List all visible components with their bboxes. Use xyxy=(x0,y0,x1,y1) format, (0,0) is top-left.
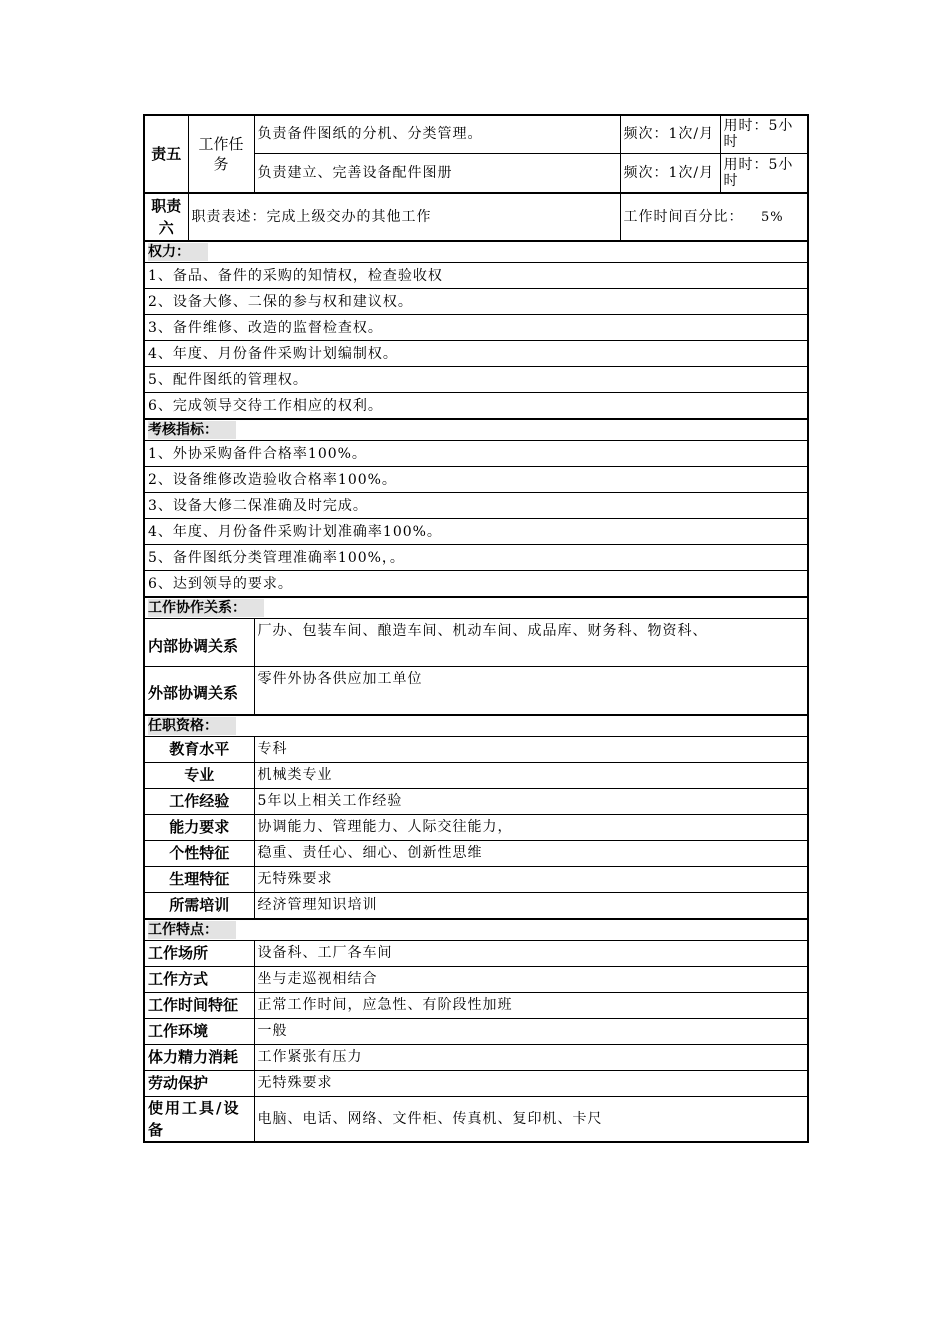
external-relation-row xyxy=(144,667,808,715)
external-relation-value: 零件外协各供应加工单位 xyxy=(254,667,808,715)
feature-label: 工作时间特征 xyxy=(144,992,254,1018)
duty5-task-text: 负责建立、完善设备配件图册 xyxy=(254,153,620,193)
qualifications-title: 任职资格： xyxy=(148,717,236,735)
list-item xyxy=(144,519,808,545)
table-row xyxy=(144,762,808,788)
table-row xyxy=(144,940,808,966)
power-item: 3、备件维修、改造的监督检查权。 xyxy=(144,315,808,341)
duty5-task-time: 用时：5小时 xyxy=(720,153,808,193)
table-row xyxy=(144,736,808,762)
duty6-row xyxy=(144,193,808,241)
table-row xyxy=(144,1018,808,1044)
duty5-task-row-1 xyxy=(144,115,808,153)
duty5-task-text: 负责备件图纸的分机、分类管理。 xyxy=(254,115,620,153)
feature-value: 坐与走巡视相结合 xyxy=(254,966,808,992)
duty5-sub-label: 工作任务 xyxy=(188,115,254,193)
feature-label: 使用工具/设备 xyxy=(144,1096,254,1142)
table-row xyxy=(144,866,808,892)
feature-value: 一般 xyxy=(254,1018,808,1044)
features-title: 工作特点： xyxy=(148,921,236,939)
kpi-item: 3、设备大修二保准确及时完成。 xyxy=(144,493,808,519)
table-row xyxy=(144,814,808,840)
list-item xyxy=(144,545,808,571)
feature-label: 工作环境 xyxy=(144,1018,254,1044)
feature-value: 设备科、工厂各车间 xyxy=(254,940,808,966)
cooperation-title: 工作协作关系： xyxy=(148,599,264,617)
list-item xyxy=(144,393,808,420)
feature-label: 工作方式 xyxy=(144,966,254,992)
table-row xyxy=(144,892,808,919)
table-row xyxy=(144,1070,808,1096)
kpi-section-header xyxy=(144,419,808,441)
qualification-value: 专科 xyxy=(254,736,808,762)
feature-label: 体力精力消耗 xyxy=(144,1044,254,1070)
feature-value: 工作紧张有压力 xyxy=(254,1044,808,1070)
qualification-label: 生理特征 xyxy=(144,866,254,892)
qualification-label: 所需培训 xyxy=(144,892,254,919)
list-item xyxy=(144,341,808,367)
kpi-item: 2、设备维修改造验收合格率100%。 xyxy=(144,467,808,493)
job-description-document xyxy=(143,114,807,1143)
table-row xyxy=(144,840,808,866)
list-item xyxy=(144,315,808,341)
qualification-label: 专业 xyxy=(144,762,254,788)
feature-label: 劳动保护 xyxy=(144,1070,254,1096)
qualification-value: 无特殊要求 xyxy=(254,866,808,892)
list-item xyxy=(144,263,808,289)
list-item xyxy=(144,467,808,493)
qualification-value: 经济管理知识培训 xyxy=(254,892,808,919)
powers-title: 权力： xyxy=(148,243,208,261)
qualification-label: 工作经验 xyxy=(144,788,254,814)
list-item xyxy=(144,571,808,598)
kpi-title: 考核指标： xyxy=(148,421,236,439)
duty6-percent xyxy=(620,193,808,241)
table-row xyxy=(144,1044,808,1070)
duty6-label: 职责六 xyxy=(144,193,188,241)
external-relation-label: 外部协调关系 xyxy=(144,667,254,715)
list-item xyxy=(144,289,808,315)
power-item: 5、配件图纸的管理权。 xyxy=(144,367,808,393)
feature-value: 无特殊要求 xyxy=(254,1070,808,1096)
qualification-label: 教育水平 xyxy=(144,736,254,762)
job-description-table xyxy=(143,114,809,1143)
feature-value: 电脑、电话、网络、文件柜、传真机、复印机、卡尺 xyxy=(254,1096,808,1142)
kpi-item: 1、外协采购备件合格率100%。 xyxy=(144,441,808,467)
power-item: 6、完成领导交待工作相应的权利。 xyxy=(144,393,808,420)
qualification-value: 稳重、责任心、细心、创新性思维 xyxy=(254,840,808,866)
list-item xyxy=(144,493,808,519)
powers-section-header xyxy=(144,241,808,263)
cooperation-section-header xyxy=(144,597,808,619)
duty6-desc: 职责表述：完成上级交办的其他工作 xyxy=(188,193,620,241)
qualification-value: 协调能力、管理能力、人际交往能力， xyxy=(254,814,808,840)
power-item: 1、备品、备件的采购的知情权，检查验收权 xyxy=(144,263,808,289)
kpi-item: 4、年度、月份备件采购计划准确率100%。 xyxy=(144,519,808,545)
duty6-percent-label: 工作时间百分比： xyxy=(623,208,744,225)
kpi-item: 6、达到领导的要求。 xyxy=(144,571,808,598)
duty5-task-time: 用时：5小时 xyxy=(720,115,808,153)
features-section-header xyxy=(144,919,808,941)
list-item xyxy=(144,441,808,467)
qualification-label: 能力要求 xyxy=(144,814,254,840)
table-row xyxy=(144,1096,808,1142)
qualification-label: 个性特征 xyxy=(144,840,254,866)
duty5-task-freq: 频次：1次/月 xyxy=(620,153,720,193)
power-item: 2、设备大修、二保的参与权和建议权。 xyxy=(144,289,808,315)
table-row xyxy=(144,788,808,814)
qualifications-section-header xyxy=(144,715,808,737)
list-item xyxy=(144,367,808,393)
internal-relation-label: 内部协调关系 xyxy=(144,619,254,667)
feature-label: 工作场所 xyxy=(144,940,254,966)
qualification-value: 机械类专业 xyxy=(254,762,808,788)
table-row xyxy=(144,966,808,992)
qualification-value: 5年以上相关工作经验 xyxy=(254,788,808,814)
internal-relation-row xyxy=(144,619,808,667)
internal-relation-value: 厂办、包装车间、酿造车间、机动车间、成品库、财务科、物资科、 xyxy=(254,619,808,667)
duty6-percent-value: 5% xyxy=(760,209,784,225)
duty5-label: 责五 xyxy=(144,115,188,193)
feature-value: 正常工作时间，应急性、有阶段性加班 xyxy=(254,992,808,1018)
power-item: 4、年度、月份备件采购计划编制权。 xyxy=(144,341,808,367)
duty5-task-freq: 频次：1次/月 xyxy=(620,115,720,153)
kpi-item: 5、备件图纸分类管理准确率100%，。 xyxy=(144,545,808,571)
table-row xyxy=(144,992,808,1018)
